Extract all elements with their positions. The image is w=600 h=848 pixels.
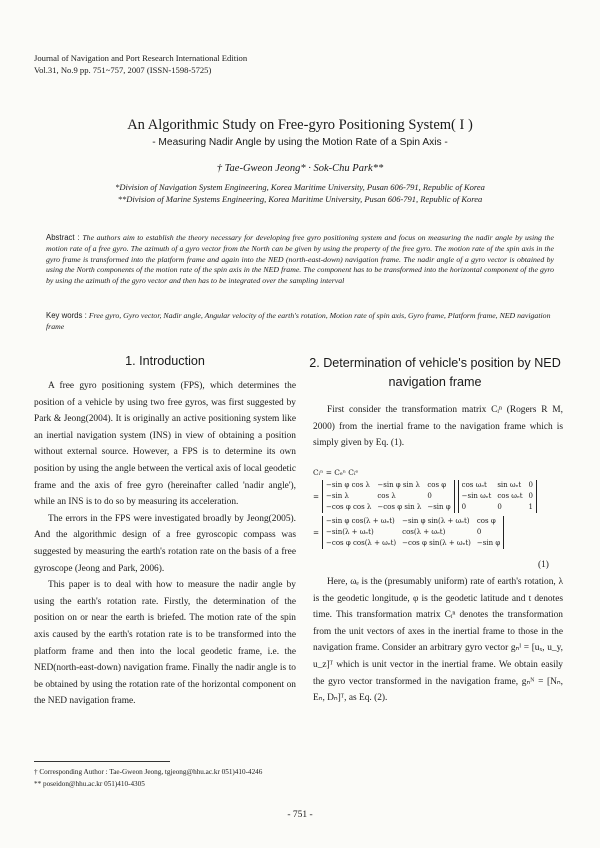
matrix-cell: cos λ [377,492,396,500]
matrix-cell: −cos φ cos(λ + ωₑt) [326,539,397,547]
footnote-1: † Corresponding Author : Tae-Gweon Jeong, tgjeong@hhu.ac.kr 051)410-4246 [34,768,263,776]
matrix-cell: 0 [528,481,533,489]
section-2-para-2 [313,574,563,707]
matrix-cell: cos(λ + ωₑt) [402,528,446,536]
journal-header [34,52,247,76]
matrix-cell: 0 [497,503,502,511]
keywords-text: Free gyro, Gyro vector, Nadir angle, Angular velocity of the earth's rotation, Motion rate of spin axis, Gyro frame, Platform frame, NED navigation frame [46,311,551,331]
matrix-row [323,527,504,538]
paragraph: A free gyro positioning system (FPS), which determines the position of a vehicle by using two free gyros, was first suggested by Park & Jeong(2004). It is originally an active positioning system like an inertial navigation system (INS) in view of obtaining a position without external source. However, a FPS is to determine its own position by using the angle between the vertical axis of local geodetic frame and the axis of free gyro (hereinafter called 'nadir angle'), while an INS is to do so by measuring its acceleration. [34,381,296,508]
matrix-cell: sin ωₑt [497,481,522,489]
journal-volume: Vol.31, No.9 pp. 751~757, 2007 (ISSN-1598-5725) [34,65,212,75]
matrix-cell: −sin φ cos λ [326,481,370,489]
paragraph: First consider the transformation matrix Cᵢⁿ (Rogers R M, 2000) from the inertial frame to the navigation frame which is simply given by Eq. (1). [313,405,563,449]
page-number: - 751 - [287,810,313,820]
matrix-cell: −sin φ [476,539,501,547]
equation-number: (1) [538,560,549,570]
matrix-cell: −sin φ cos(λ + ωₑt) [326,517,395,525]
matrix-row [458,480,536,491]
matrix-cell: −sin φ sin(λ + ωₑt) [402,517,470,525]
matrix-cell: cos ωₑt [461,481,487,489]
section-1-heading: 1. Introduction [125,354,205,368]
equation-product [313,480,537,513]
matrix-cell: −cos φ sin(λ + ωₑt) [402,539,471,547]
paragraph: Here, ωₑ is the (presumably uniform) rate of earth's rotation, λ is the geodetic longitude, φ is the geodetic latitude and t denotes time. This transformation matrix Cᵢⁿ denotes the transformation from the unit vectors of axes in the inertial frame to those in the navigation frame. Consider an arbitrary gyro vector gₙᴵ = [uₓ, u_y, u_z]ᵀ which is unit vector in the inertial frame. We obtain easily the gyro vector transformed in the navigation frame, gₙᴺ = [Nₙ, Eₙ, Dₙ]ᵀ, as Eq. (2). [313,577,563,704]
matrix-result [322,516,504,549]
affiliation-2: **Division of Marine Systems Engineering, Korea Maritime University, Pusan 606-791, Republic of Korea [117,194,483,204]
matrix-cell: cos ωₑt [497,492,523,500]
section-2-heading [306,354,564,392]
equals-sign: = [313,492,320,501]
matrix-row [323,491,455,502]
section-2-heading-line1: 2. Determination of vehicle's position by NED [309,356,561,370]
equation-1 [313,468,537,549]
affiliation-1: *Division of Navigation System Engineering, Korea Maritime University, Pusan 606-791, Republic of Korea [115,182,485,192]
keywords [46,310,554,332]
matrix-cell: −cos φ sin λ [377,503,422,511]
paragraph: The errors in the FPS were investigated broadly by Jeong(2005). And the algorithmic design of a free gyroscopic compass was suggested by measuring the earth's rotation rate on the basis of a free gyroscope (Jeong and Park, 2006). [34,513,296,574]
equals-sign: = [313,528,320,537]
journal-name: Journal of Navigation and Port Research International Edition [34,53,248,63]
matrix-row [458,491,536,502]
footnote-divider [34,761,170,762]
matrix-cell: −sin λ [326,492,349,500]
matrix-cell: 0 [528,492,533,500]
abstract-text: The authors aim to establish the theory necessary for developing free gyro positioning system and focus on measuring the nadir angle by using the motion rate of a free gyro. The azimuth of a gyro vector from the North can be given by using the property of the free gyro. The motion rate of the spin axis in the gyro frame is transformed into the platform frame and again into the NED (north-east-down) navigation frame. The nadir angle of a gyro vector is obtained by using the North components of the motion rate of the spin axis in the NED frame. The component has to be transformed into the horizontal component of the gyro by using the azimuth of the gyro vector and then has to be integrated over the sampling interval [46,233,554,286]
equation-result [313,516,537,549]
paper-title: An Algorithmic Study on Free-gyro Positioning System( I ) [127,117,473,133]
matrix-row [323,538,504,549]
matrix-cell: 0 [427,492,432,500]
matrix-cell: cos φ [427,481,447,489]
matrix-cell: 1 [528,503,533,511]
matrix-cell: −cos φ cos λ [326,503,372,511]
matrix-earth-rotation [458,480,537,513]
section-1-body [34,378,296,710]
matrix-rotation-geodetic [322,480,455,513]
keywords-label: Key words : [46,311,89,320]
section-2-heading-line2: navigation frame [388,375,482,389]
paper-subtitle: - Measuring Nadir Angle by using the Motion Rate of a Spin Axis - [152,137,448,148]
matrix-cell: cos φ [476,517,496,525]
matrix-cell: 0 [461,503,467,511]
authors: † Tae-Gweon Jeong* · Sok-Chu Park** [216,163,384,174]
equation-lhs: Cᵢⁿ = Cₑⁿ Cᵢᵉ [313,468,359,477]
matrix-cell: −sin(λ + ωₑt) [326,528,374,536]
matrix-row [323,502,455,513]
matrix-cell: −sin φ [427,503,451,511]
paragraph: This paper is to deal with how to measure the nadir angle by using the earth's rotation rate. Firstly, the determination of the position on or near the earth is briefed. The motion rate of the spin axis caused by the earth's rotation rate is to be transformed into the platform frame and then into the local geodetic frame, i.e. the NED(north-east-down) navigation frame. Finally the nadir angle is to be obtained by using the rotation rate of the horizontal component on the NED navigation frame. [34,580,296,707]
matrix-cell: −sin ωₑt [461,492,492,500]
abstract-label: Abstract : [46,233,83,242]
footnote-2: ** poseidon@hhu.ac.kr 051)410-4305 [34,780,145,788]
matrix-row [323,516,504,527]
matrix-row [458,502,536,513]
matrix-row [323,480,455,491]
matrix-cell: 0 [476,528,482,536]
abstract [46,233,554,287]
section-2-para-1 [313,402,563,452]
matrix-cell: −sin φ sin λ [377,481,420,489]
